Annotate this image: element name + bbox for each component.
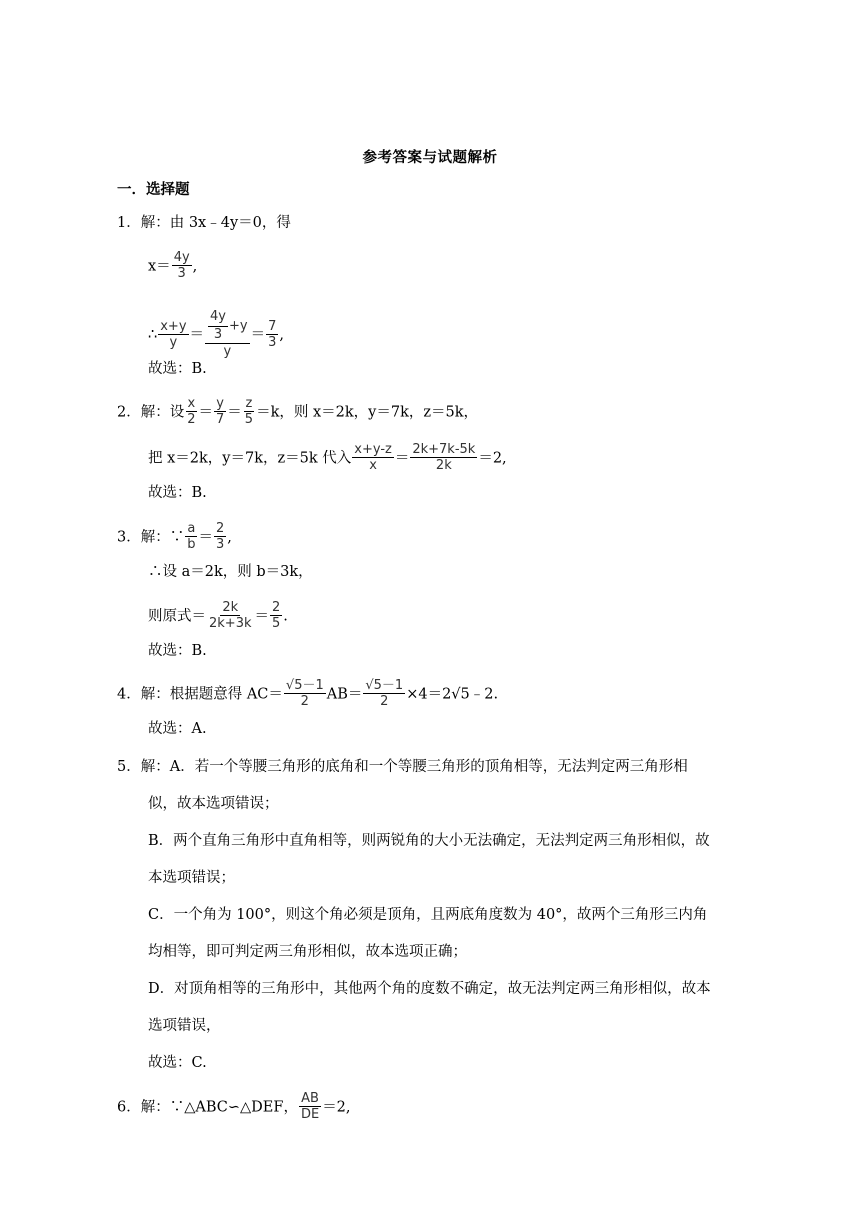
q3-frac-ab-num: a xyxy=(187,521,196,536)
page-title: 参考答案与试题解析 xyxy=(362,149,498,166)
q1-eq2: ＝ xyxy=(250,327,266,343)
q3-line2: ∴设 a＝2k，则 b＝3k， xyxy=(148,564,313,580)
q4-post: ×4＝2√5﹣2. xyxy=(406,686,499,703)
q1-frac-num: 4y xyxy=(173,250,190,265)
section-heading: 一．选择题 xyxy=(117,181,190,198)
q1-inner-den: 3 xyxy=(213,327,223,342)
q3-result-frac xyxy=(270,600,282,631)
q1-inner-frac xyxy=(208,308,228,342)
q5-line2: 似，故本选项错误； xyxy=(148,796,279,812)
q3-expr-num: 2k xyxy=(222,600,239,615)
q1-line1-post: , xyxy=(192,258,198,275)
q1-therefore: ∴ xyxy=(148,327,158,343)
q2-line2: 把 x＝2k，y＝7k，z＝5k 代入 $\frac{x+y-z}{x}$ ＝ $\frac{2k+7k-5k}{2k}$ ＝2, xyxy=(148,442,507,473)
q3-frac-23 xyxy=(214,521,226,552)
q2-sub-frac xyxy=(410,442,477,473)
q2-frac-z xyxy=(243,396,255,427)
q1-frac2-den: y xyxy=(169,334,178,350)
q4-frac1-num: √5－1 xyxy=(285,678,324,693)
q1-frac3-den: 3 xyxy=(268,334,277,350)
q1-line1-pre: x＝ xyxy=(148,258,171,275)
q3-head xyxy=(117,522,232,553)
q2-frac-z-den: 5 xyxy=(244,412,254,427)
q6-frac xyxy=(299,1091,321,1122)
q2-eq2: ＝ xyxy=(227,404,242,421)
q1-complex-num xyxy=(205,309,250,344)
q1-complex-den: y xyxy=(223,344,232,359)
q1-frac2 xyxy=(158,319,188,350)
q5-line1: 5．解：A．若一个等腰三角形的底角和一个等腰三角形的顶角相等，无法判定两三角形相 xyxy=(117,759,688,775)
q4-frac2-den: 2 xyxy=(380,694,389,709)
q1-line2 xyxy=(148,310,284,360)
q1-inner-plus: +y xyxy=(228,318,248,334)
q3-frac-23-num: 2 xyxy=(216,521,225,536)
q2-frac-y xyxy=(214,396,226,427)
q5-line4: 本选项错误； xyxy=(148,870,235,886)
q3-line3-pre: 则原式＝ xyxy=(148,608,206,625)
q4-frac2 xyxy=(363,678,405,709)
q2-line2-post: ＝2, xyxy=(478,450,507,467)
q6-post: ＝2, xyxy=(322,1099,351,1116)
q2-sub-den: 2k xyxy=(435,458,452,473)
q2-frac-z-num: z xyxy=(245,396,253,411)
q1-frac xyxy=(172,250,192,281)
q3-expr-frac xyxy=(207,600,254,631)
q3-line3: 则原式＝ $\frac{2k}{2k+3k}$ ＝ $\frac{2}{5}$ . xyxy=(148,600,288,631)
q3-head-post: , xyxy=(227,529,232,546)
q5-line8: 选项错误， xyxy=(148,1018,221,1034)
q6-head xyxy=(117,1092,351,1123)
q2-head-pre: 2．解：设 xyxy=(117,404,185,421)
q4-frac1-den: 2 xyxy=(300,694,309,709)
q4-frac1 xyxy=(284,678,326,709)
q3-frac-23-den: 3 xyxy=(216,537,225,552)
q1-line2-post: , xyxy=(279,327,284,343)
q1-frac-den: 3 xyxy=(177,266,186,281)
q3-frac-ab-den: b xyxy=(187,537,196,552)
q5-line6: 均相等，即可判定两三角形相似，故本选项正确； xyxy=(148,944,467,960)
q6-head-pre: 6．解：∵△ABC∽△DEF， xyxy=(117,1099,298,1116)
q2-head-post: ＝k，则 x＝2k，y＝7k，z＝5k， xyxy=(256,404,479,421)
q2-head xyxy=(117,397,478,428)
q2-sub-num: 2k+7k-5k xyxy=(412,442,476,457)
q2-frac-x xyxy=(185,396,197,427)
q2-frac-y-den: 7 xyxy=(216,412,225,427)
q1-complex-frac xyxy=(205,309,250,359)
q2-frac-x-den: 2 xyxy=(187,412,196,427)
q4-head-pre: 4．解：根据题意得 AC＝ xyxy=(117,686,283,703)
q5-line3: B．两个直角三角形中直角相等，则两锐角的大小无法确定，无法判定两三角形相似，故 xyxy=(148,833,710,849)
q2-frac-x-num: x xyxy=(187,396,196,411)
q3-result-den: 5 xyxy=(272,616,281,631)
q2-expr-frac xyxy=(352,442,394,473)
q2-eq1: ＝ xyxy=(198,404,214,421)
q6-frac-den: DE xyxy=(300,1107,320,1122)
q3-line3-post: . xyxy=(283,608,288,625)
q4-head xyxy=(117,679,498,710)
q4-frac2-num: √5－1 xyxy=(365,678,404,693)
q3-eq: ＝ xyxy=(198,529,213,546)
q4-mid: AB＝ xyxy=(326,686,363,703)
q3-result-num: 2 xyxy=(272,600,281,615)
q4-answer: 故选：A. xyxy=(148,721,207,737)
q1-inner-num: 4y xyxy=(208,308,228,327)
q3-frac-ab xyxy=(185,521,197,552)
q1-frac3-num: 7 xyxy=(268,318,277,334)
q2-line2-pre: 把 x＝2k，y＝7k，z＝5k 代入 xyxy=(148,450,352,467)
q2-frac-y-num: y xyxy=(216,396,224,411)
q5-line5: C．一个角为 100°，则这个角必须是顶角，且两底角度数为 40°，故两个三角形三内角 xyxy=(148,907,708,923)
q1-answer: 故选：B. xyxy=(148,361,207,377)
q3-expr-den: 2k+3k xyxy=(209,616,252,631)
q6-frac-num: AB xyxy=(301,1091,319,1106)
q1-frac2-num: x+y xyxy=(160,318,187,334)
q3-answer: 故选：B. xyxy=(148,643,207,659)
q1-frac3 xyxy=(266,319,278,350)
q5-answer: 故选：C. xyxy=(148,1055,207,1071)
q1-head: 1．解：由 3x﹣4y＝0，得 xyxy=(117,215,291,231)
q2-expr-den: x xyxy=(369,458,377,473)
q5-line7: D．对顶角相等的三角形中，其他两个角的度数不确定，故无法判定两三角形相似，故本 xyxy=(148,981,711,997)
q2-expr-num: x+y-z xyxy=(354,442,392,457)
q1-eq: ＝ xyxy=(189,327,205,343)
q2-answer: 故选：B. xyxy=(148,485,207,501)
q1-line1 xyxy=(148,251,197,282)
q3-head-pre: 3．解：∵ xyxy=(117,529,185,546)
